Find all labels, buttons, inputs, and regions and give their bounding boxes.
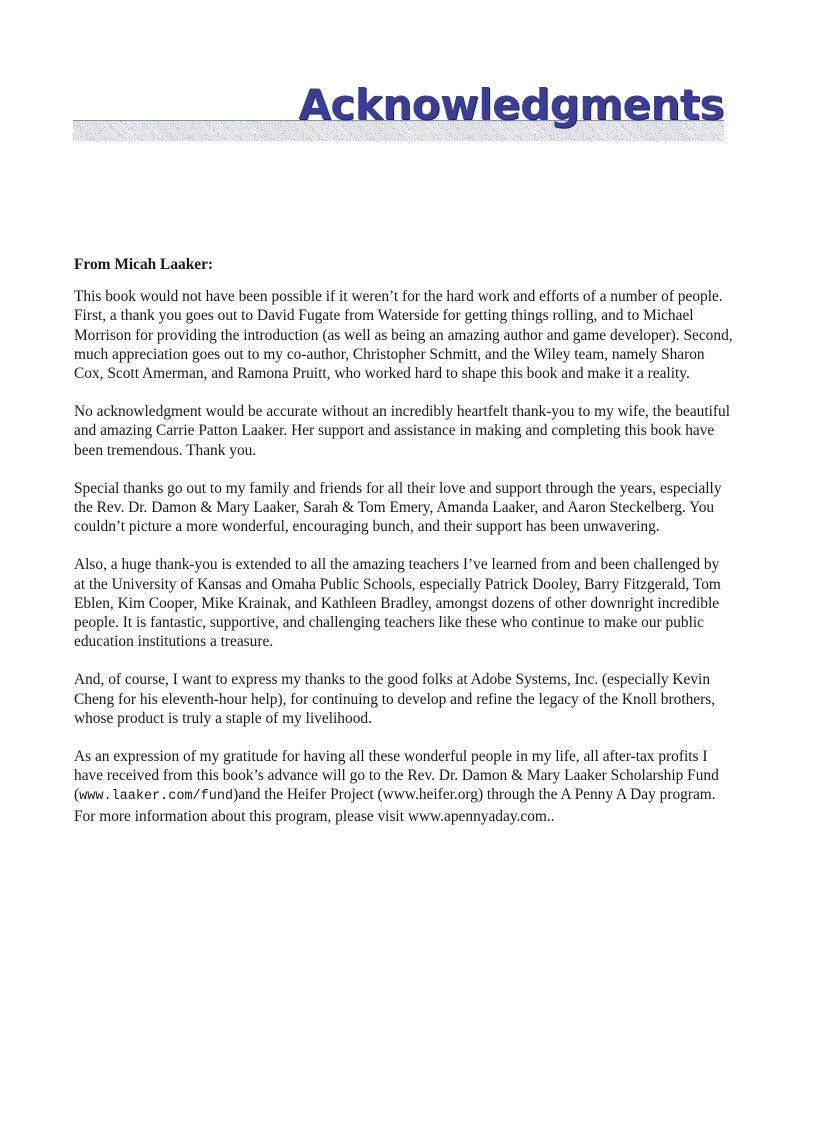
paragraph-6-text-before: As an expression of my gratitude for having all these wonderful people in my life, all after-tax profits I have received from this book’s advance will go to the Rev. Dr. Damon & Mary Laaker Scholarship Fund ( (74, 748, 719, 804)
page-title: Acknowledgments (298, 80, 724, 129)
paragraph-1: This book would not have been possible if it weren’t for the hard work and efforts of a number of people. First, a thank you goes out to David Fugate from Waterside for getting things rolling, and to Michael Morrison for providing the introduction (as well as being an amazing author and game developer). Second, much appreciation goes out to my co-author, Christopher Schmitt, and the Wiley team, namely Sharon Cox, Scott Amerman, and Ramona Pruitt, who worked hard to shape this book and make it a reality. (74, 288, 733, 383)
paragraph-6-text-after: )and the Heifer Project (www.heifer.org) through the A Penny A Day program. For more information about this program, please visit www.apennyaday.com.. (74, 786, 716, 825)
paragraph-2: No acknowledgment would be accurate without an incredibly heartfelt thank-you to my wife, the beautiful and amazing Carrie Patton Laaker. Her support and assistance in making and completing this book have been tremendous. Thank you. (74, 403, 731, 459)
paragraph-5: And, of course, I want to express my thanks to the good folks at Adobe Systems, Inc. (especially Kevin Cheng for his eleventh-hour help), for continuing to develop and refine the legacy of the Knoll brothers, whose product is truly a staple of my livelihood. (74, 671, 716, 727)
acknowledgments-body (74, 255, 734, 845)
section-heading: From Micah Laaker: (74, 256, 214, 273)
scholarship-fund-link: www.laaker.com/fund (79, 789, 234, 805)
paragraph-6 (74, 747, 734, 826)
paragraph-4: Also, a huge thank-you is extended to all the amazing teachers I’ve learned from and been challenged by at the University of Kansas and Omaha Public Schools, especially Patrick Dooley, Barry Fitzgerald, Tom Eblen, Kim Cooper, Mike Krainak, and Kathleen Bradley, amongst dozens of other downright incredible people. It is fantastic, supportive, and challenging teachers like these who continue to make our public education institutions a treasure. (74, 556, 721, 651)
paragraph-3: Special thanks go out to my family and friends for all their love and support through the years, especially the Rev. Dr. Damon & Mary Laaker, Sarah & Tom Emery, Amanda Laaker, and Aaron Steckelberg. You couldn’t picture a more wonderful, encouraging bunch, and their support has been unwavering. (74, 479, 722, 536)
